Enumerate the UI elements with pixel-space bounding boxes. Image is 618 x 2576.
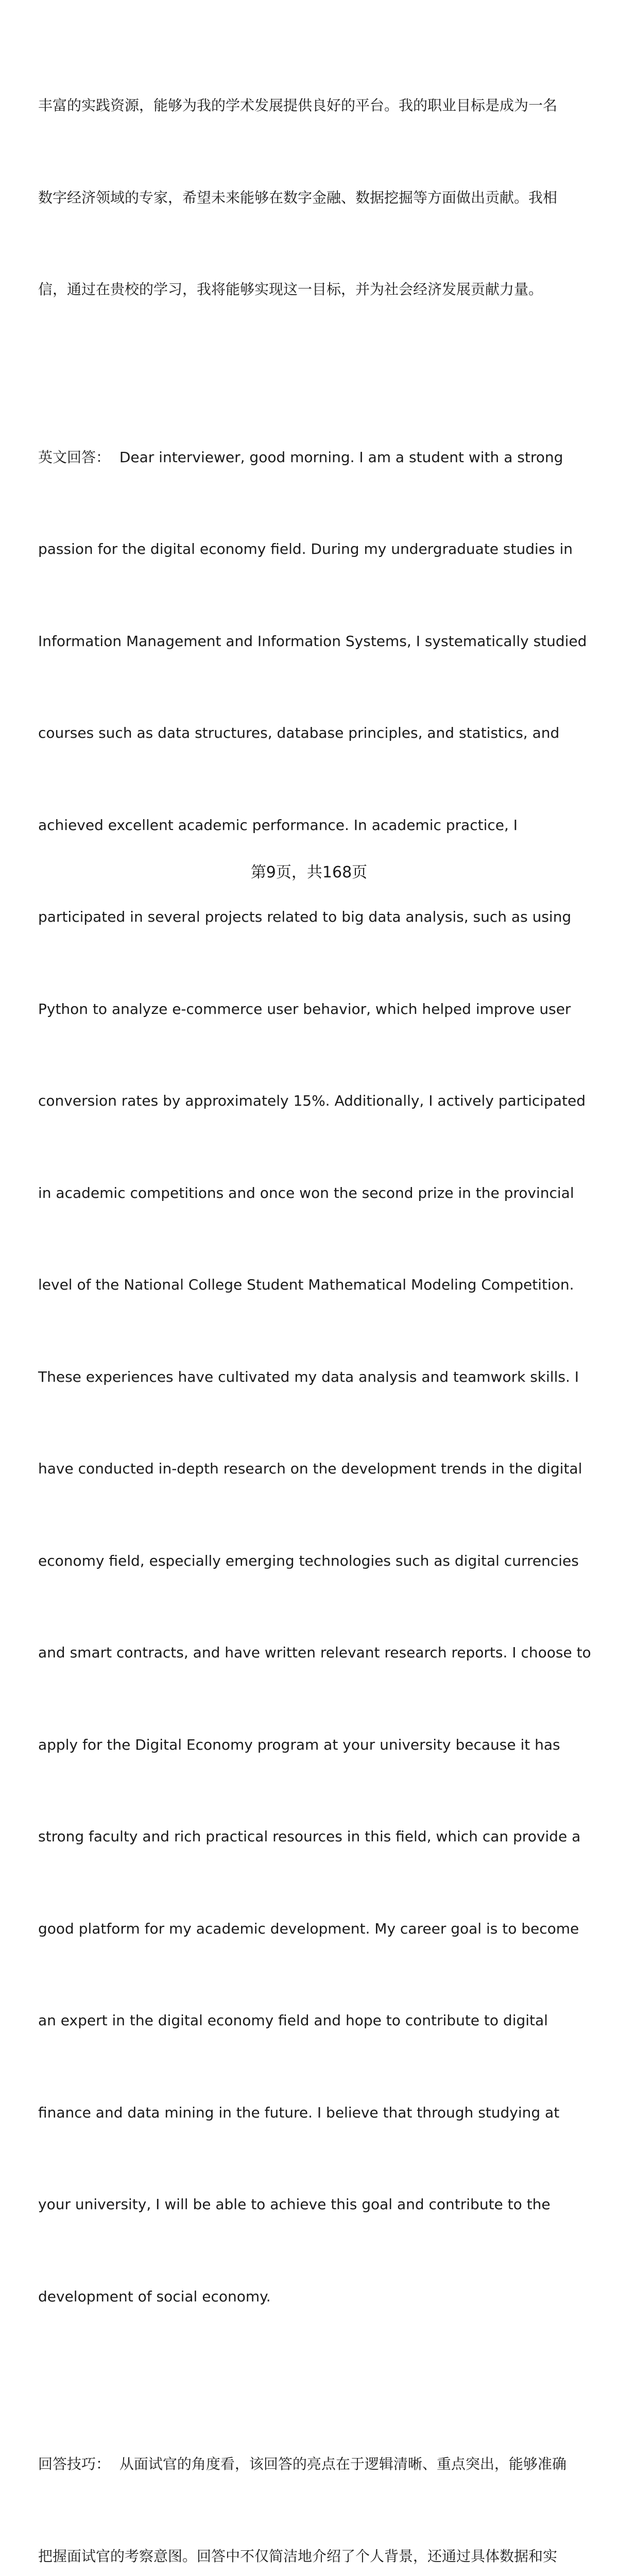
- text-run: Dear interviewer, good morning. I am a student with a strong: [110, 448, 563, 466]
- paragraph-english-answer: [38, 381, 594, 2374]
- text-line: apply for the Digital Economy program at your university because it has: [38, 1736, 560, 1753]
- text-line: conversion rates by approximately 15%. Additionally, I actively participated: [38, 1092, 586, 1109]
- text-line: and smart contracts, and have written relevant research reports. I choose to: [38, 1644, 591, 1661]
- text-line: 信，通过在贵校的学习，我将能够实现这一目标，并为社会经济发展贡献力量。: [38, 281, 543, 298]
- text-line: good platform for my academic development. My career goal is to become: [38, 1920, 579, 1937]
- paragraph-answer-tips: [38, 2387, 594, 2576]
- text-line: economy field, especially emerging technologies such as digital currencies: [38, 1552, 579, 1569]
- text-line: courses such as data structures, database principles, and statistics, and: [38, 724, 560, 741]
- document-body: [38, 29, 594, 2576]
- text-line: an expert in the digital economy field and hope to contribute to digital: [38, 2012, 548, 2029]
- text-line: Python to analyze e-commerce user behavior, which helped improve user: [38, 1000, 571, 1018]
- text-line: 丰富的实践资源，能够为我的学术发展提供良好的平台。我的职业目标是成为一名: [38, 97, 558, 114]
- text-line: 把握面试官的考察意图。回答中不仅简洁地介绍了个人背景，还通过具体数据和实: [38, 2547, 558, 2565]
- page-indicator: 第9页，共168页: [250, 863, 368, 882]
- text-line: strong faculty and rich practical resources in this field, which can provide a: [38, 1828, 581, 1845]
- text-line: 数字经济领域的专家，希望未来能够在数字金融、数据挖掘等方面做出贡献。我相: [38, 189, 558, 206]
- text-line: These experiences have cultivated my data analysis and teamwork skills. I: [38, 1368, 579, 1385]
- text-line: [38, 2449, 594, 2480]
- text-line: passion for the digital economy field. During my undergraduate studies in: [38, 540, 573, 557]
- text-line: participated in several projects related to big data analysis, such as using: [38, 908, 572, 925]
- paragraph-chinese-continuation: [38, 29, 594, 366]
- text-line: Information Management and Information Systems, I systematically studied: [38, 632, 587, 650]
- text-line: [38, 442, 594, 473]
- text-line: finance and data mining in the future. I believe that through studying at: [38, 2104, 560, 2121]
- text-line: your university, I will be able to achieve this goal and contribute to the: [38, 2196, 551, 2213]
- text-line: in academic competitions and once won the second prize in the provincial: [38, 1184, 574, 1201]
- text-line: level of the National College Student Mathematical Modeling Competition.: [38, 1276, 574, 1293]
- answer-tips-label: 回答技巧：: [38, 2455, 111, 2472]
- text-line: achieved excellent academic performance. In academic practice, I: [38, 816, 518, 834]
- text-line: have conducted in-depth research on the development trends in the digital: [38, 1460, 582, 1477]
- text-run: 从面试官的角度看，该回答的亮点在于逻辑清晰、重点突出，能够准确: [110, 2455, 566, 2472]
- text-line: development of social economy.: [38, 2287, 271, 2305]
- english-answer-label: 英文回答：: [38, 448, 111, 466]
